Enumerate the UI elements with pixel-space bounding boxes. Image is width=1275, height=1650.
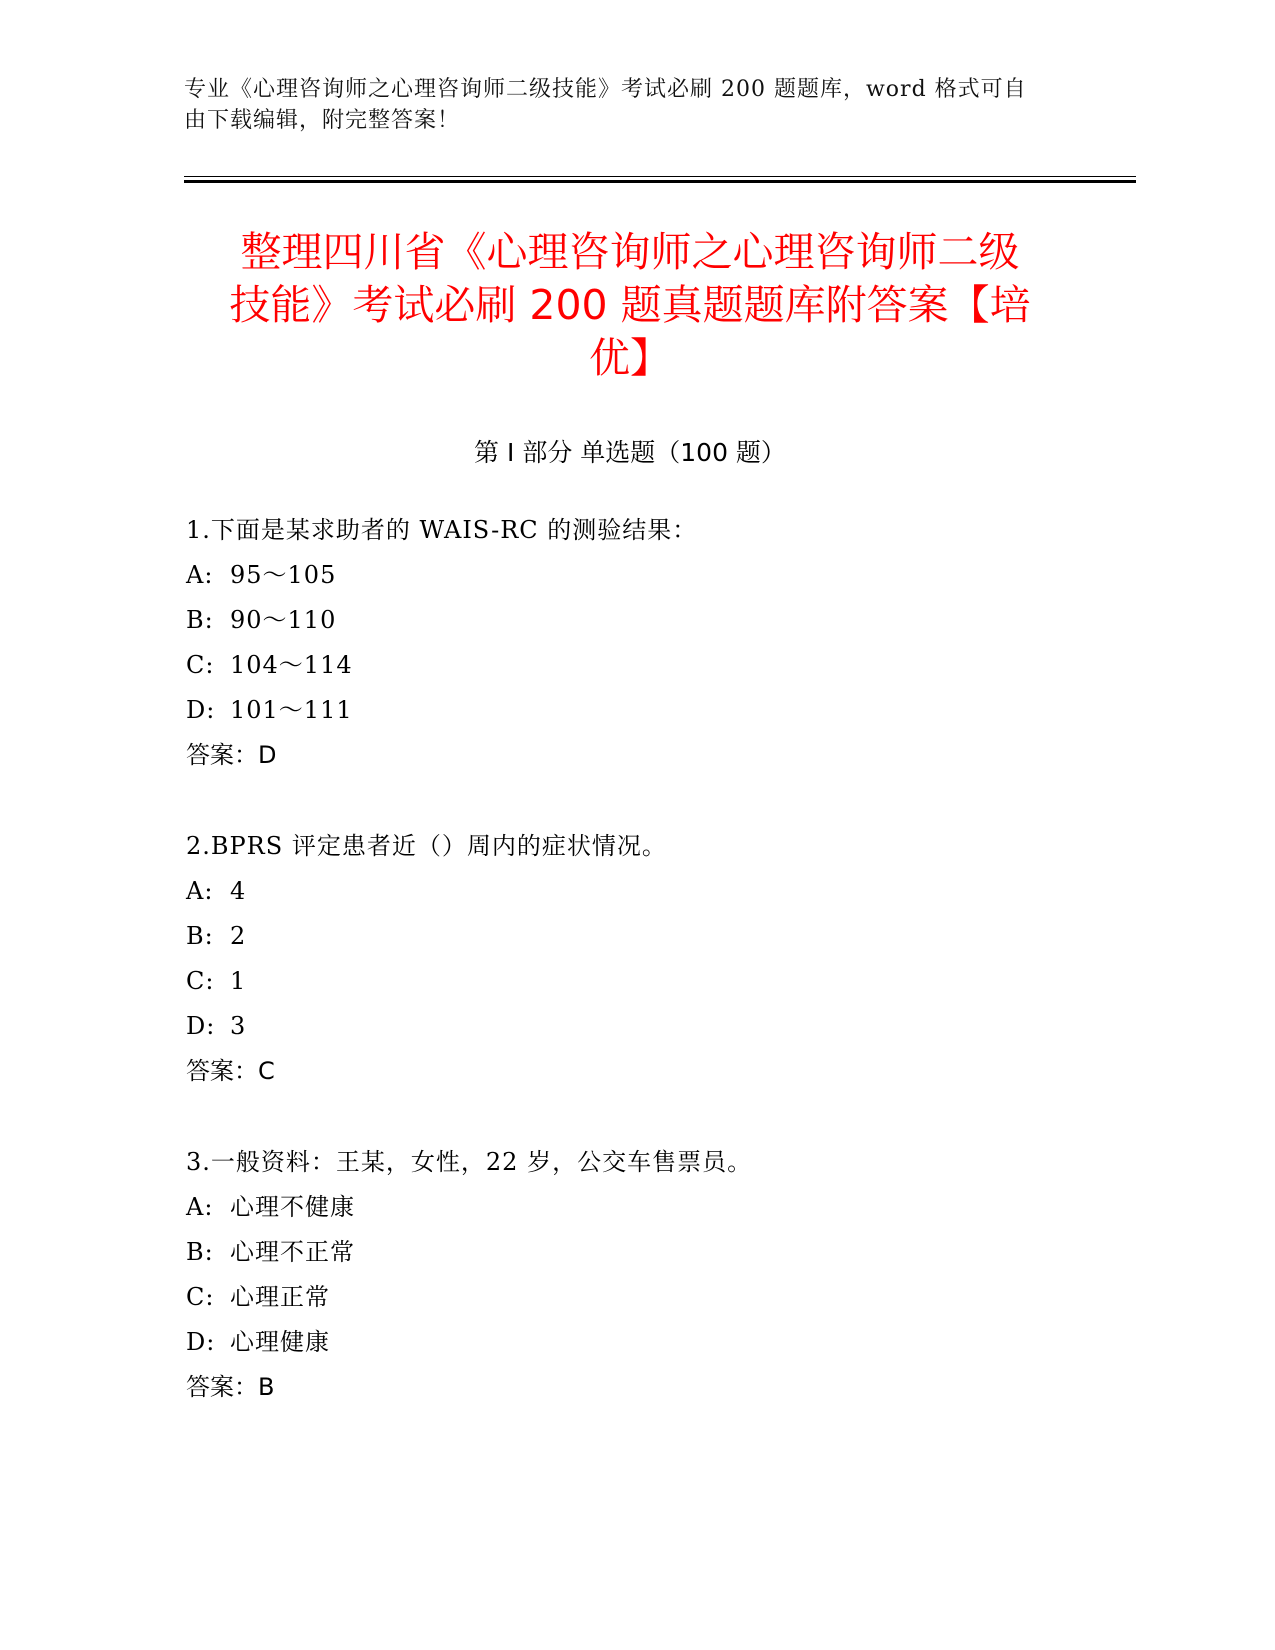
option-label: B: [186,1238,214,1266]
document-title-line-3: 优】 [589,334,671,382]
option-d [186,1320,1086,1365]
option-d [186,1004,1086,1049]
option-text: 2 [230,922,247,950]
option-label: D: [186,1328,216,1356]
question-stem: 2.BPRS 评定患者近（）周内的症状情况。 [186,832,667,860]
option-label: B: [186,922,214,950]
option-c [186,959,1086,1004]
option-text: 4 [230,877,247,905]
question-item [186,824,1086,1094]
option-label: A: [186,561,214,589]
option-label: D: [186,696,216,724]
option-c [186,643,1086,688]
option-text: 101～111 [230,696,353,724]
section-heading: 第 I 部分 单选题（100 题） [474,438,786,467]
option-text: 1 [230,967,247,995]
option-b [186,1230,1086,1275]
option-label: C: [186,967,215,995]
option-a [186,869,1086,914]
answer-line: 答案：B [186,1373,275,1401]
question-item [186,1140,1086,1410]
option-a [186,1185,1086,1230]
header-divider-thin [184,176,1136,177]
option-text: 心理健康 [230,1328,330,1356]
option-text: 心理不健康 [230,1193,355,1221]
option-text: 心理不正常 [230,1238,355,1266]
option-label: D: [186,1012,216,1040]
option-b [186,598,1086,643]
option-text: 95～105 [230,561,337,589]
option-c [186,1275,1086,1320]
option-label: A: [186,1193,214,1221]
option-text: 104～114 [230,651,353,679]
document-title-line-2: 技能》考试必刷 200 题真题题库附答案【培 [229,281,1031,329]
document-title-line-1: 整理四川省《心理咨询师之心理咨询师二级 [240,228,1020,276]
header-note-line-2: 由下载编辑，附完整答案！ [184,108,461,133]
question-stem: 3.一般资料：王某，女性，22 岁，公交车售票员。 [186,1148,753,1176]
option-label: B: [186,606,214,634]
document-title [190,226,1070,385]
option-text: 3 [230,1012,247,1040]
option-b [186,914,1086,959]
header-note-line-1: 专业《心理咨询师之心理咨询师二级技能》考试必刷 200 题题库，word 格式可自 [184,77,1027,102]
header-divider-thick [184,180,1136,183]
question-item [186,508,1086,778]
option-label: C: [186,651,215,679]
option-text: 心理正常 [230,1283,330,1311]
answer-line: 答案：D [186,741,277,769]
option-d [186,688,1086,733]
option-label: C: [186,1283,215,1311]
header-note [184,74,1064,136]
option-label: A: [186,877,214,905]
question-stem: 1.下面是某求助者的 WAIS-RC 的测验结果： [186,516,698,544]
option-text: 90～110 [230,606,337,634]
answer-line: 答案：C [186,1057,275,1085]
option-a [186,553,1086,598]
